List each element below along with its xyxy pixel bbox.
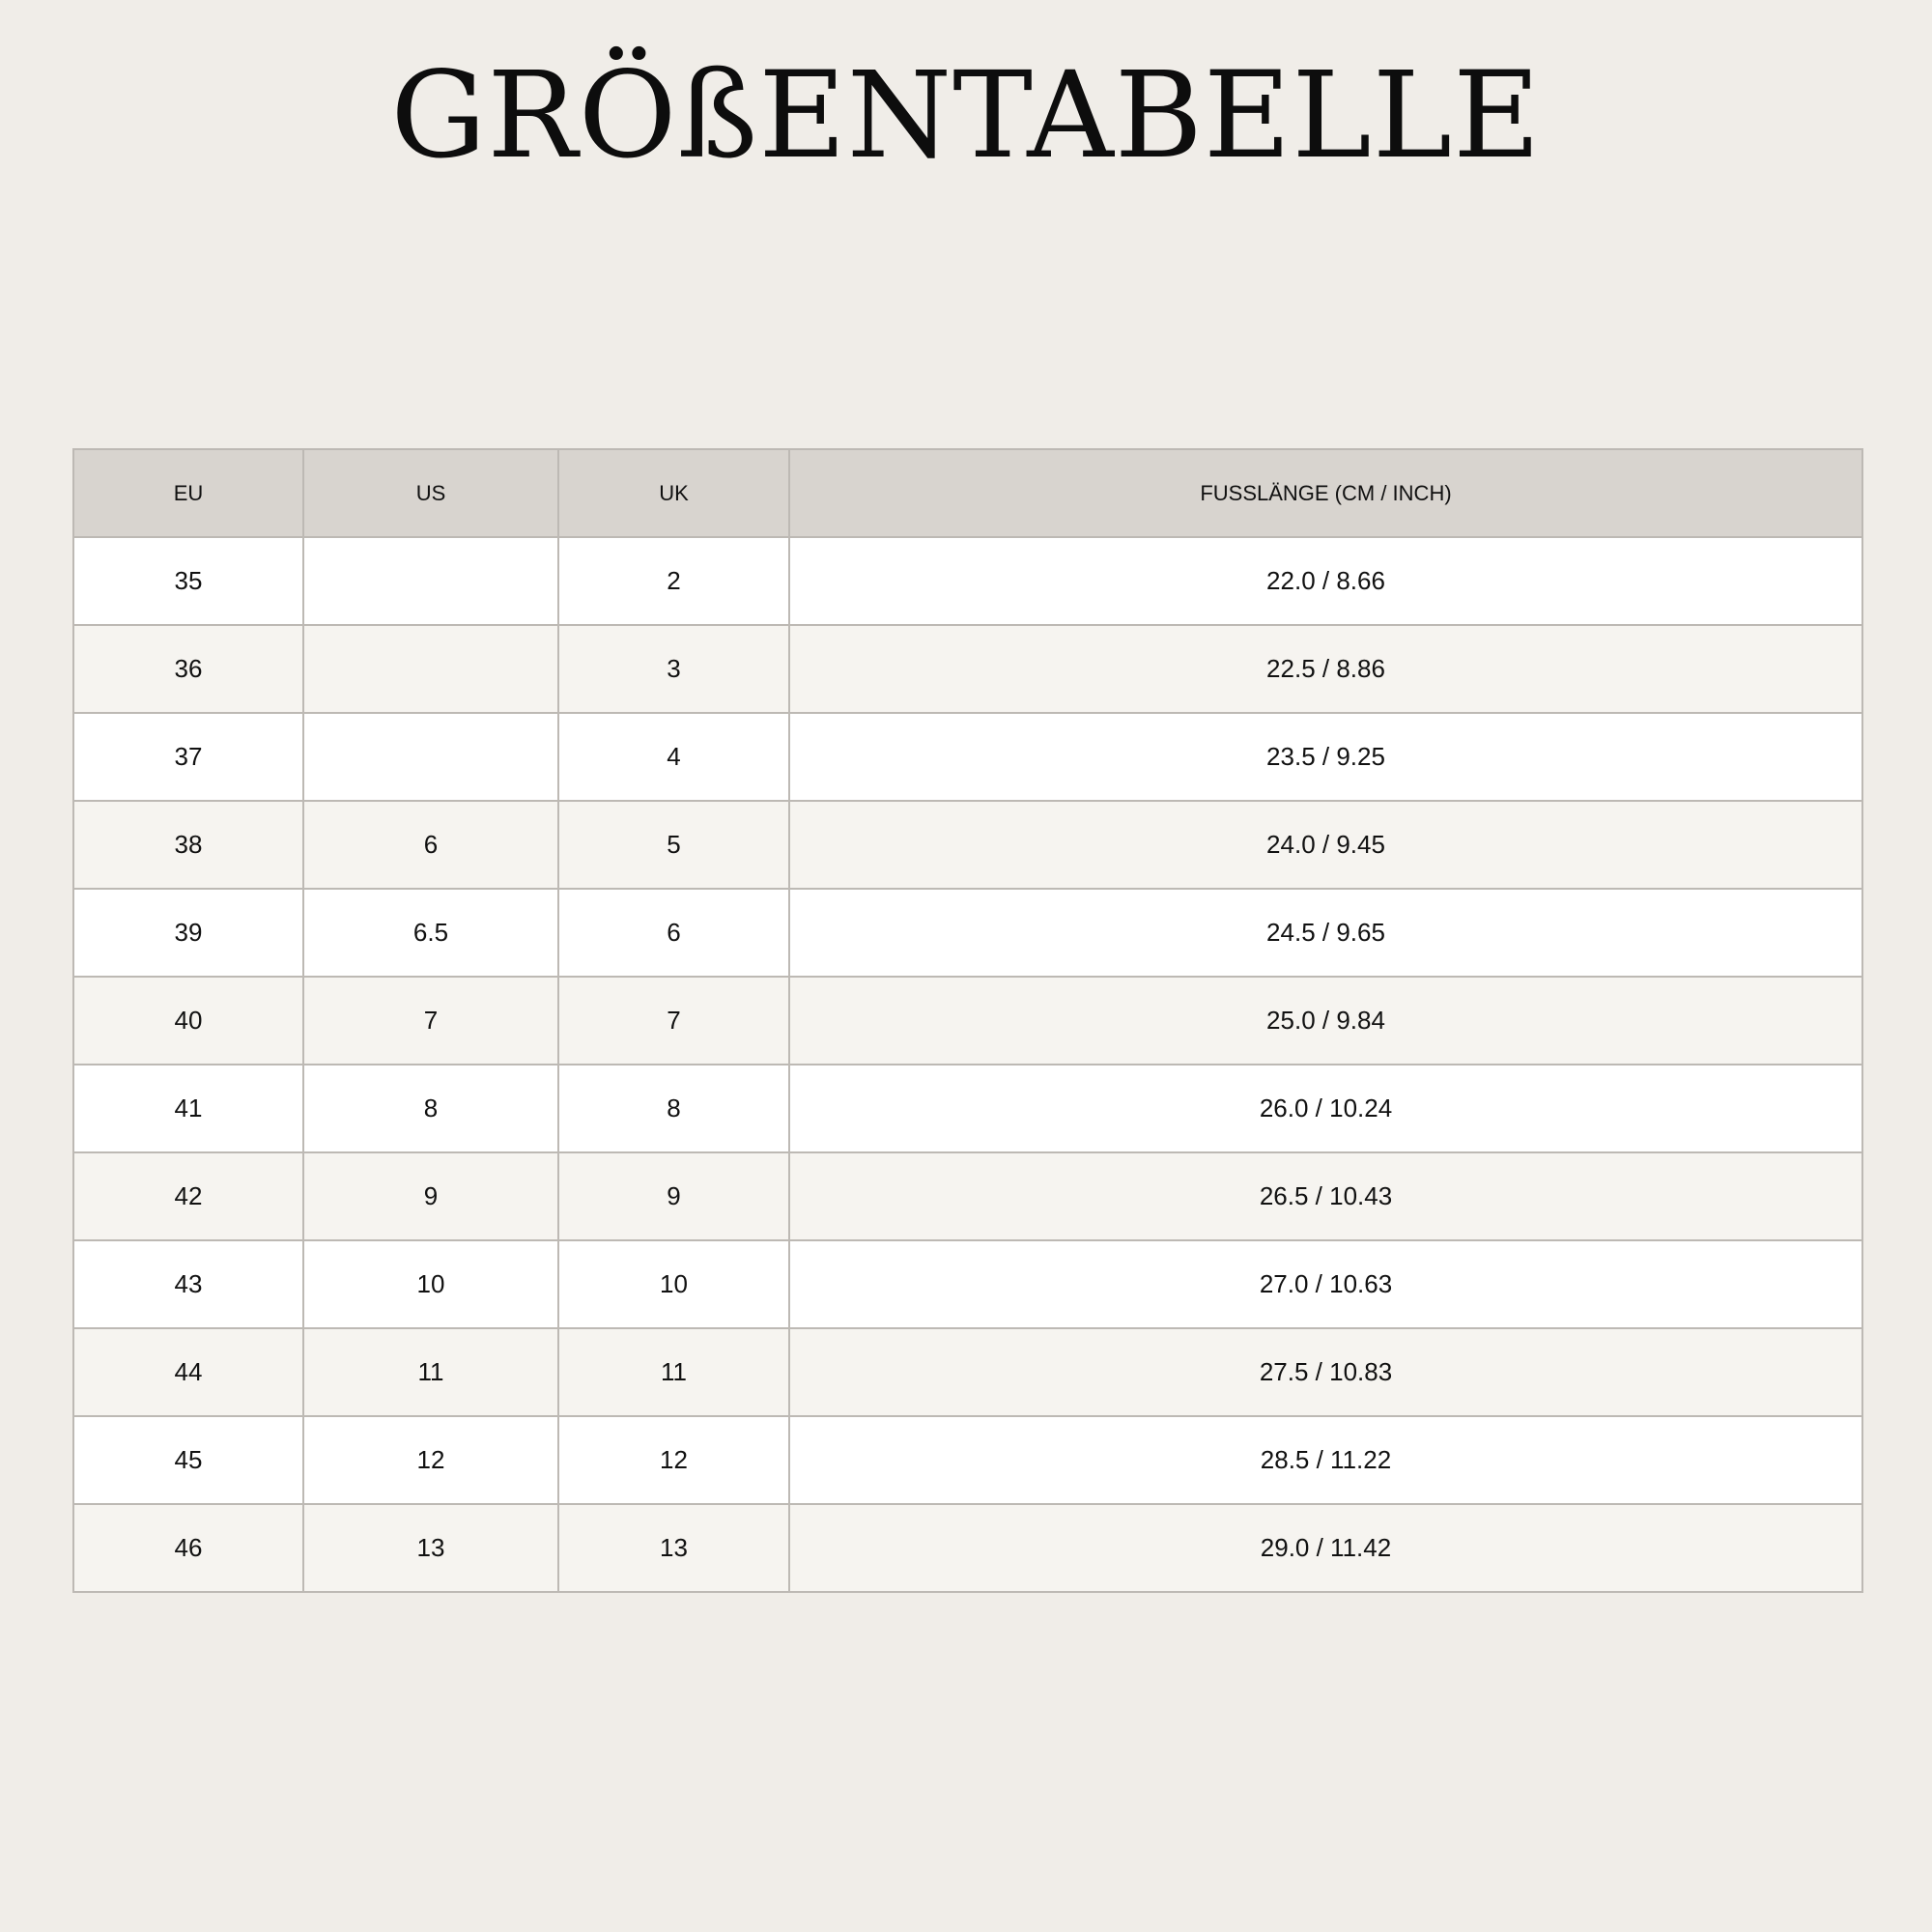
cell-us: 8 — [303, 1065, 558, 1152]
cell-us: 7 — [303, 977, 558, 1065]
table-row — [73, 889, 1862, 977]
table-row — [73, 625, 1862, 713]
cell-foot-length: 29.0 / 11.42 — [789, 1504, 1862, 1592]
table-row — [73, 1328, 1862, 1416]
cell-eu: 43 — [73, 1240, 303, 1328]
cell-eu: 46 — [73, 1504, 303, 1592]
cell-uk: 9 — [558, 1152, 789, 1240]
table-row — [73, 1152, 1862, 1240]
cell-foot-length: 22.5 / 8.86 — [789, 625, 1862, 713]
cell-uk: 7 — [558, 977, 789, 1065]
page-title: GRÖßENTABELLE — [390, 46, 1542, 185]
size-table — [72, 448, 1863, 1593]
header-uk: UK — [558, 449, 789, 537]
cell-eu: 39 — [73, 889, 303, 977]
cell-foot-length: 27.0 / 10.63 — [789, 1240, 1862, 1328]
cell-uk: 12 — [558, 1416, 789, 1504]
cell-foot-length: 22.0 / 8.66 — [789, 537, 1862, 625]
table-row — [73, 1240, 1862, 1328]
cell-uk: 2 — [558, 537, 789, 625]
cell-foot-length: 26.5 / 10.43 — [789, 1152, 1862, 1240]
cell-eu: 44 — [73, 1328, 303, 1416]
cell-foot-length: 25.0 / 9.84 — [789, 977, 1862, 1065]
cell-us: 13 — [303, 1504, 558, 1592]
cell-us: 11 — [303, 1328, 558, 1416]
table-row — [73, 1065, 1862, 1152]
table-row — [73, 801, 1862, 889]
cell-uk: 13 — [558, 1504, 789, 1592]
cell-foot-length: 28.5 / 11.22 — [789, 1416, 1862, 1504]
table-row — [73, 537, 1862, 625]
cell-us — [303, 713, 558, 801]
cell-eu: 35 — [73, 537, 303, 625]
cell-us — [303, 625, 558, 713]
cell-uk: 11 — [558, 1328, 789, 1416]
cell-us: 12 — [303, 1416, 558, 1504]
cell-us — [303, 537, 558, 625]
cell-uk: 5 — [558, 801, 789, 889]
cell-us: 6.5 — [303, 889, 558, 977]
cell-foot-length: 24.5 / 9.65 — [789, 889, 1862, 977]
table-row — [73, 1416, 1862, 1504]
cell-us: 10 — [303, 1240, 558, 1328]
header-us: US — [303, 449, 558, 537]
table-header-row — [73, 449, 1862, 537]
cell-uk: 8 — [558, 1065, 789, 1152]
header-eu: EU — [73, 449, 303, 537]
cell-eu: 37 — [73, 713, 303, 801]
table-row — [73, 977, 1862, 1065]
cell-uk: 3 — [558, 625, 789, 713]
cell-uk: 4 — [558, 713, 789, 801]
cell-us: 6 — [303, 801, 558, 889]
cell-eu: 45 — [73, 1416, 303, 1504]
cell-uk: 10 — [558, 1240, 789, 1328]
cell-eu: 36 — [73, 625, 303, 713]
cell-eu: 42 — [73, 1152, 303, 1240]
cell-foot-length: 26.0 / 10.24 — [789, 1065, 1862, 1152]
header-foot-length: FUSSLÄNGE (CM / INCH) — [789, 449, 1862, 537]
cell-uk: 6 — [558, 889, 789, 977]
cell-foot-length: 23.5 / 9.25 — [789, 713, 1862, 801]
cell-us: 9 — [303, 1152, 558, 1240]
cell-foot-length: 24.0 / 9.45 — [789, 801, 1862, 889]
cell-eu: 41 — [73, 1065, 303, 1152]
table-row — [73, 1504, 1862, 1592]
table-row — [73, 713, 1862, 801]
cell-eu: 38 — [73, 801, 303, 889]
cell-eu: 40 — [73, 977, 303, 1065]
cell-foot-length: 27.5 / 10.83 — [789, 1328, 1862, 1416]
